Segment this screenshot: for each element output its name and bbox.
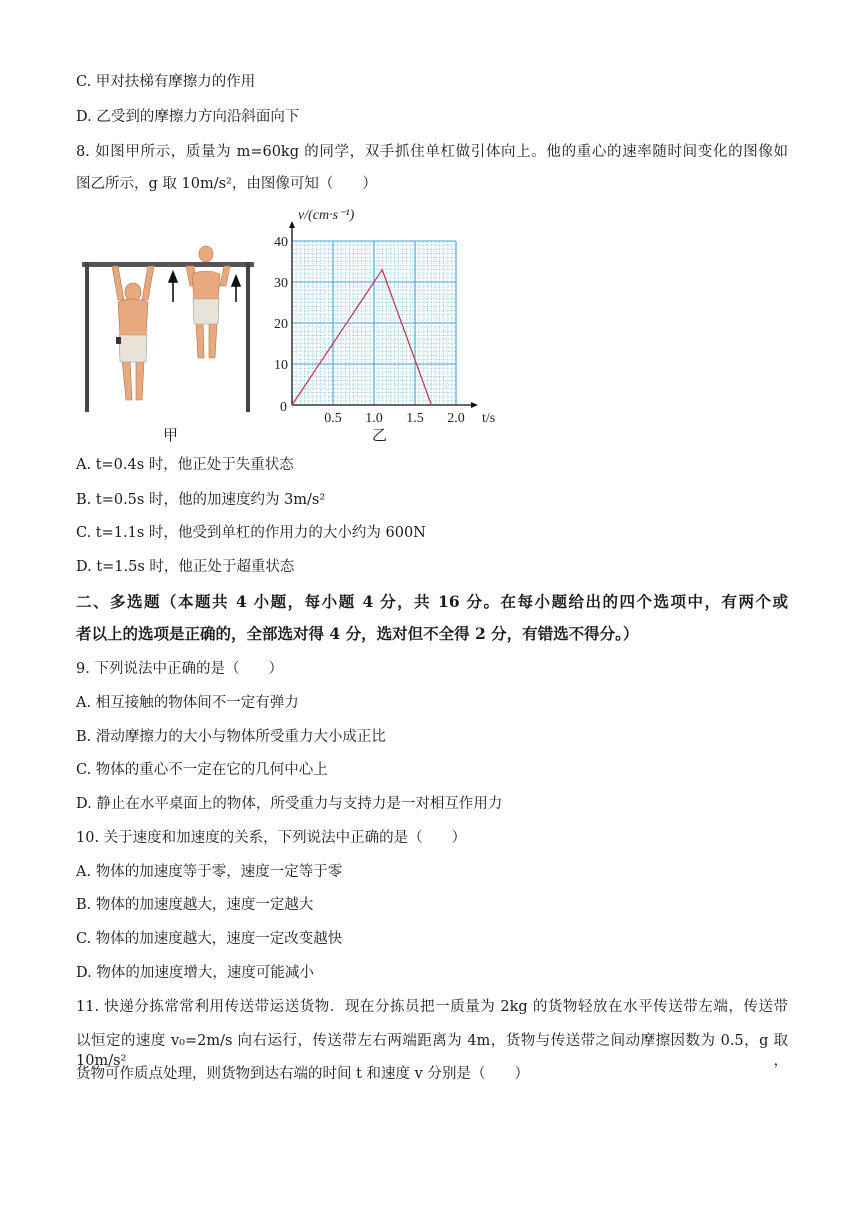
option-c-prev: C. 甲对扶梯有摩擦力的作用 xyxy=(76,74,256,90)
x-axis-label: t/s xyxy=(482,411,496,426)
series-point xyxy=(291,404,293,406)
question-8-stem-line2: 图乙所示，g 取 10m/s²，由图像可知（ ） xyxy=(76,176,377,192)
x-tick-label: 2.0 xyxy=(447,411,465,426)
question-9-option-a[interactable]: A. 相互接触的物体间不一定有弹力 xyxy=(76,695,299,711)
figure-jia-caption: 甲 xyxy=(163,426,179,444)
question-11-stem-line3: 货物可作质点处理，则货物到达右端的时间 t 和速度 v 分别是（ ） xyxy=(76,1066,529,1082)
y-tick-label: 10 xyxy=(274,358,288,373)
question-10-option-c[interactable]: C. 物体的加速度越大，速度一定改变越快 xyxy=(76,931,343,947)
section-2-heading-line2: 者以上的选项是正确的，全部选对得 4 分，选对但不全得 2 分，有错选不得分。） xyxy=(76,624,639,643)
y-tick-label: 30 xyxy=(274,276,288,291)
question-8-option-b[interactable]: B. t=0.5s 时，他的加速度约为 3m/s² xyxy=(76,492,326,508)
question-9-stem: 9. 下列说法中正确的是（ ） xyxy=(76,661,283,677)
y-tick-label: 40 xyxy=(274,235,288,250)
origin-label: 0 xyxy=(280,400,287,415)
option-d-prev: D. 乙受到的摩擦力方向沿斜面向下 xyxy=(76,109,300,125)
x-tick-label: 0.5 xyxy=(324,411,342,426)
y-axis-arrow xyxy=(289,221,295,228)
question-10-option-b[interactable]: B. 物体的加速度越大，速度一定越大 xyxy=(76,897,314,913)
question-9-option-d[interactable]: D. 静止在水平桌面上的物体，所受重力与支持力是一对相互作用力 xyxy=(76,796,503,812)
velocity-time-chart xyxy=(268,200,508,430)
question-8-option-a[interactable]: A. t=0.4s 时，他正处于失重状态 xyxy=(76,457,294,473)
series-point xyxy=(431,404,433,406)
x-tick-label: 1.5 xyxy=(406,411,424,426)
question-9-option-c[interactable]: C. 物体的重心不一定在它的几何中心上 xyxy=(76,762,328,778)
figure-yi-caption: 乙 xyxy=(372,426,388,444)
chart-ticks xyxy=(274,235,465,426)
x-tick-label: 1.0 xyxy=(365,411,383,426)
x-axis-arrow xyxy=(471,402,478,408)
section-2-heading-line1: 二、多选题（本题共 4 小题，每小题 4 分，共 16 分。在每小题给出的四个选项中，有两个或 xyxy=(76,592,788,611)
pullup-illustration xyxy=(78,240,268,425)
question-10-option-a[interactable]: A. 物体的加速度等于零，速度一定等于零 xyxy=(76,864,343,880)
y-tick-label: 20 xyxy=(274,317,288,332)
chart-grid xyxy=(292,241,456,405)
question-10-option-d[interactable]: D. 物体的加速度增大，速度可能减小 xyxy=(76,965,314,981)
chart-series xyxy=(291,269,432,406)
question-8-option-d[interactable]: D. t=1.5s 时，他正处于超重状态 xyxy=(76,559,295,575)
question-8-stem-line1: 8. 如图甲所示，质量为 m=60kg 的同学，双手抓住单杠做引体向上。他的重心的速率随时间变化的图像如 xyxy=(76,144,788,160)
y-axis-label: v/(cm·s⁻¹) xyxy=(298,208,355,223)
question-11-stem-line2: 以恒定的速度 v₀=2m/s 向右运行，传送带左右两端距离为 4m，货物与传送带之间动摩擦因数为 0.5，g 取 10m/s²， xyxy=(76,1033,788,1069)
question-8-option-c[interactable]: C. t=1.1s 时，他受到单杠的作用力的大小约为 600N xyxy=(76,525,426,541)
question-9-option-b[interactable]: B. 滑动摩擦力的大小与物体所受重力大小成正比 xyxy=(76,729,386,745)
question-10-stem: 10. 关于速度和加速度的关系，下列说法中正确的是（ ） xyxy=(76,830,467,846)
question-11-stem-line1: 11. 快递分拣常常利用传送带运送货物．现在分拣员把一质量为 2kg 的货物轻放在水平传送带左端，传送带 xyxy=(76,999,788,1015)
series-point xyxy=(381,269,383,271)
